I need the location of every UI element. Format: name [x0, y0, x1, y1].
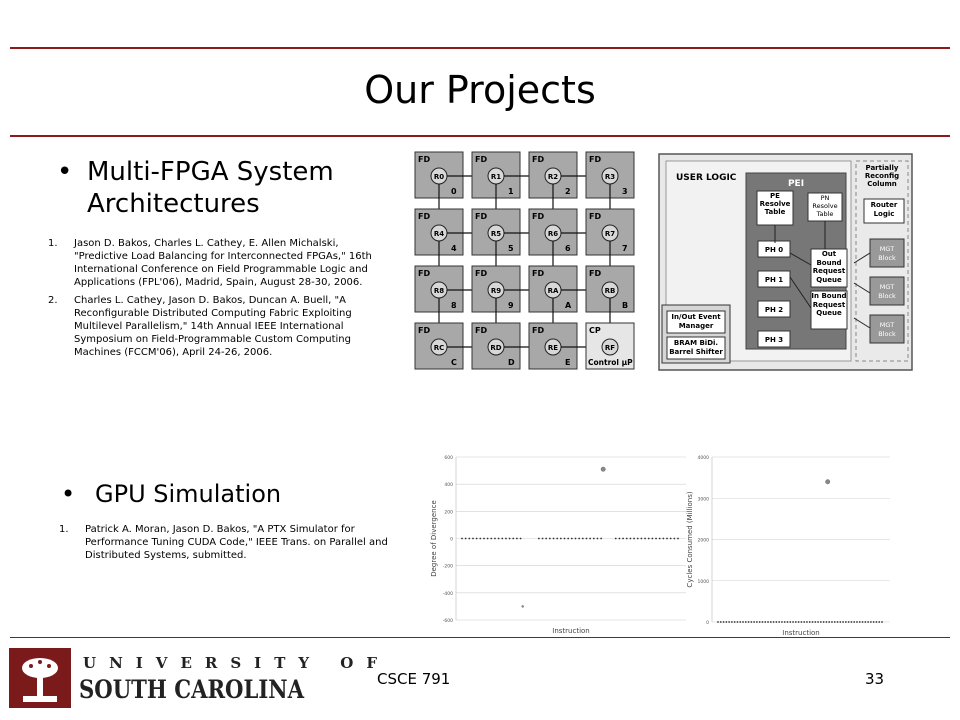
data-point [817, 621, 819, 623]
divergence-chart [428, 454, 688, 635]
y-axis-label: Degree of Divergence [430, 500, 438, 577]
data-point [725, 621, 727, 623]
router-label: RA [547, 287, 559, 295]
tick-label: 200 [444, 510, 453, 516]
outlier-point [522, 605, 524, 607]
tick-label: 600 [444, 456, 453, 461]
data-point [837, 621, 839, 623]
phase-label: PH 0 [764, 246, 784, 254]
cell-id: B [622, 301, 629, 310]
data-point [759, 621, 761, 623]
data-point [862, 621, 864, 623]
data-point [516, 538, 518, 540]
pn-resolve-table: PN Resolve Table [812, 194, 838, 218]
mesh-cell-tag: FD [475, 212, 488, 221]
data-point [784, 621, 786, 623]
mesh-cell-tag: FD [475, 155, 488, 164]
data-point [619, 538, 621, 540]
phase-label: PH 3 [764, 336, 784, 344]
tick-label: 400 [444, 483, 453, 489]
router-label: R5 [490, 230, 502, 238]
data-point [806, 621, 808, 623]
data-point [717, 621, 719, 623]
data-point [731, 621, 733, 623]
cell-id: 2 [565, 187, 571, 196]
data-point [820, 621, 822, 623]
data-point [870, 621, 872, 623]
data-point [723, 621, 725, 623]
cell-id: 5 [508, 244, 514, 253]
data-point [792, 621, 794, 623]
section1-references [48, 237, 378, 364]
cell-id: E [565, 358, 571, 367]
fpga-mesh-figure [411, 150, 635, 370]
cycles-chart [684, 454, 894, 637]
pei-label: PEI [787, 179, 805, 189]
data-point [878, 621, 880, 623]
data-point [803, 621, 805, 623]
data-point [651, 538, 653, 540]
data-point [461, 538, 463, 540]
data-point [773, 621, 775, 623]
section1-heading-line2: Architectures [87, 189, 260, 219]
course-label: CSCE 791 [377, 670, 451, 688]
cell-id: 0 [451, 187, 457, 196]
router-label: R6 [547, 230, 559, 238]
reference-item: 1. Jason D. Bakos, Charles L. Cathey, E. Allen Michalski, "Predictive Load Balancing for Interconnected FPGAs," 16th International Conference on Field Programmable Logic and Applications (FPL'06), Madrid, Spain, August 28-30, 2006. [48, 238, 372, 288]
data-point [560, 538, 562, 540]
data-point [509, 538, 511, 540]
mesh-cell-tag: FD [418, 269, 431, 278]
data-point [615, 538, 617, 540]
mesh-cell-tag: FD [532, 326, 545, 335]
bullet-dot: • [57, 157, 73, 187]
data-point [494, 538, 496, 540]
data-point [465, 538, 467, 540]
router-label: R8 [433, 287, 445, 295]
data-point [764, 621, 766, 623]
outlier-point [601, 467, 605, 471]
mesh-cell-tag: FD [418, 212, 431, 221]
tick-label: 4000 [697, 456, 709, 461]
university-label: UNIVERSITY OF [83, 654, 391, 672]
mesh-cell-tag: FD [418, 326, 431, 335]
x-axis-label: Instruction [552, 627, 590, 635]
data-point [881, 621, 883, 623]
data-point [876, 621, 878, 623]
out-bound-queue: Out Bound Request Queue [812, 250, 846, 284]
data-point [795, 621, 797, 623]
data-point [828, 621, 830, 623]
data-point [545, 538, 547, 540]
data-point [483, 538, 485, 540]
barrel-shifter: BRAM BiDi. Barrel Shifter [669, 339, 723, 356]
data-point [848, 621, 850, 623]
data-point [748, 621, 750, 623]
mgt-label: Block [878, 254, 896, 262]
cell-id: 6 [565, 244, 571, 253]
data-point [586, 538, 588, 540]
router-label: R0 [433, 173, 445, 181]
tick-label: 2000 [697, 538, 709, 544]
university-logo [9, 648, 391, 710]
router-label: R9 [490, 287, 502, 295]
data-point [720, 621, 722, 623]
data-point [767, 621, 769, 623]
cell-id: 4 [451, 244, 457, 253]
data-point [575, 538, 577, 540]
data-point [472, 538, 474, 540]
y-axis-label: Cycles Consumed (Millions) [686, 491, 694, 588]
mgt-label: MGT [879, 321, 895, 329]
data-point [798, 621, 800, 623]
mgt-block [870, 277, 904, 305]
tick-label: -200 [442, 564, 453, 570]
tick-label: 0 [450, 537, 453, 543]
data-point [775, 621, 777, 623]
tick-label: -400 [442, 591, 453, 597]
phase-label: PH 2 [764, 306, 784, 314]
partially-reconfig-column: Partially Reconfig Column [864, 164, 900, 188]
router-label: R2 [547, 173, 559, 181]
data-point [498, 538, 500, 540]
mgt-label: MGT [879, 245, 895, 253]
data-point [787, 621, 789, 623]
data-point [648, 538, 650, 540]
section2-references [59, 523, 399, 567]
cell-id: 1 [508, 187, 514, 196]
data-point [670, 538, 672, 540]
data-point [549, 538, 551, 540]
data-point [734, 621, 736, 623]
data-point [831, 621, 833, 623]
data-point [487, 538, 489, 540]
mesh-cell-tag: FD [475, 326, 488, 335]
data-point [770, 621, 772, 623]
data-point [490, 538, 492, 540]
data-point [578, 538, 580, 540]
page-number: 33 [865, 670, 885, 688]
section2-heading: • GPU Simulation [61, 480, 282, 508]
mesh-cell-tag: FD [532, 155, 545, 164]
pe-resolve-table: PE Resolve Table [759, 192, 791, 216]
data-point [666, 538, 668, 540]
data-point [662, 538, 664, 540]
mesh-cell-tag: FD [475, 269, 488, 278]
data-point [750, 621, 752, 623]
data-point [756, 621, 758, 623]
router-label: RE [547, 344, 559, 352]
cell-id: 7 [622, 244, 628, 253]
mgt-label: Block [878, 292, 896, 300]
outlier-point [826, 480, 830, 484]
data-point [800, 621, 802, 623]
mesh-cell-tag: FD [532, 212, 545, 221]
data-point [856, 621, 858, 623]
data-point [538, 538, 540, 540]
tick-label: 1000 [697, 579, 709, 585]
router-label: RF [604, 344, 616, 352]
data-point [873, 621, 875, 623]
section1-heading-line1: Multi-FPGA System [87, 157, 334, 187]
user-logic-label: USER LOGIC [676, 173, 737, 183]
data-point [789, 621, 791, 623]
slide-title: Our Projects [364, 68, 596, 112]
data-point [677, 538, 679, 540]
router-label: R1 [490, 173, 502, 181]
router-logic: Router Logic [870, 201, 898, 218]
data-point [637, 538, 639, 540]
router-label: R7 [604, 230, 616, 238]
mesh-cell-tag: FD [418, 155, 431, 164]
cell-id: D [508, 358, 515, 367]
tick-label: 3000 [697, 497, 709, 503]
bullet-dot: • [61, 480, 76, 508]
pei-block-diagram [658, 153, 913, 371]
data-point [742, 621, 744, 623]
data-point [564, 538, 566, 540]
data-point [842, 621, 844, 623]
in-bound-queue: In Bound Request Queue [811, 292, 847, 317]
data-point [520, 538, 522, 540]
data-point [851, 621, 853, 623]
data-point [659, 538, 661, 540]
data-point [853, 621, 855, 623]
data-point [745, 621, 747, 623]
data-point [633, 538, 635, 540]
router-label: R4 [433, 230, 445, 238]
data-point [479, 538, 481, 540]
top-rule [10, 47, 950, 49]
data-point [809, 621, 811, 623]
data-point [812, 621, 814, 623]
cell-id: 9 [508, 301, 514, 310]
data-point [864, 621, 866, 623]
data-point [859, 621, 861, 623]
tick-label: -600 [442, 619, 453, 624]
data-point [673, 538, 675, 540]
data-point [728, 621, 730, 623]
data-point [814, 621, 816, 623]
mgt-label: MGT [879, 283, 895, 291]
cell-id: 8 [451, 301, 457, 310]
data-point [630, 538, 632, 540]
data-point [826, 621, 828, 623]
data-point [622, 538, 624, 540]
data-point [867, 621, 869, 623]
data-point [839, 621, 841, 623]
title-rule [10, 135, 950, 137]
data-point [644, 538, 646, 540]
data-point [778, 621, 780, 623]
data-point [737, 621, 739, 623]
mesh-cell-tag: FD [589, 212, 602, 221]
reference-item: 1. Patrick A. Moran, Jason D. Bakos, "A PTX Simulator for Performance Tuning CUDA Code," IEEE Trans. on Parallel and Distributed Systems, submitted. [59, 524, 388, 561]
reference-item: 2. Charles L. Cathey, Jason D. Bakos, Duncan A. Buell, "A Reconfigurable Distributed Computing Fabric Exploiting Multilevel Parallelism," 14th Annual IEEE International Symposium on Field-Programmable Custom Computing Machines (FCCM'06), April 24-26, 2006. [48, 295, 352, 358]
data-point [571, 538, 573, 540]
data-point [781, 621, 783, 623]
data-point [476, 538, 478, 540]
x-axis-label: Instruction [782, 629, 820, 637]
mesh-cell-tag: FD [589, 155, 602, 164]
data-point [626, 538, 628, 540]
data-point [600, 538, 602, 540]
mgt-label: Block [878, 330, 896, 338]
university-name: SOUTH CAROLINA [79, 675, 305, 704]
data-point [512, 538, 514, 540]
data-point [753, 621, 755, 623]
mesh-cell-tag: FD [532, 269, 545, 278]
data-point [505, 538, 507, 540]
data-point [834, 621, 836, 623]
data-point [593, 538, 595, 540]
mesh-cell-tag: CP [589, 326, 601, 335]
data-point [542, 538, 544, 540]
footer-rule [10, 637, 950, 638]
cell-id: A [565, 301, 572, 310]
router-label: RD [490, 344, 502, 352]
router-label: RB [604, 287, 616, 295]
phase-label: PH 1 [764, 276, 784, 284]
data-point [762, 621, 764, 623]
data-point [553, 538, 555, 540]
cell-id: 3 [622, 187, 628, 196]
data-point [501, 538, 503, 540]
data-point [589, 538, 591, 540]
data-point [823, 621, 825, 623]
data-point [468, 538, 470, 540]
event-manager: In/Out Event Manager [671, 313, 721, 330]
data-point [567, 538, 569, 540]
mesh-cell-tag: FD [589, 269, 602, 278]
mgt-block [870, 315, 904, 343]
router-label: RC [433, 344, 445, 352]
data-point [640, 538, 642, 540]
data-point [556, 538, 558, 540]
data-point [597, 538, 599, 540]
tick-label: 0 [706, 621, 709, 626]
section1-heading [57, 156, 334, 220]
mgt-block [870, 239, 904, 267]
data-point [655, 538, 657, 540]
cell-id: Control μP [588, 358, 633, 367]
data-point [739, 621, 741, 623]
cell-id: C [451, 358, 457, 367]
data-point [845, 621, 847, 623]
router-label: R3 [604, 173, 616, 181]
data-point [582, 538, 584, 540]
